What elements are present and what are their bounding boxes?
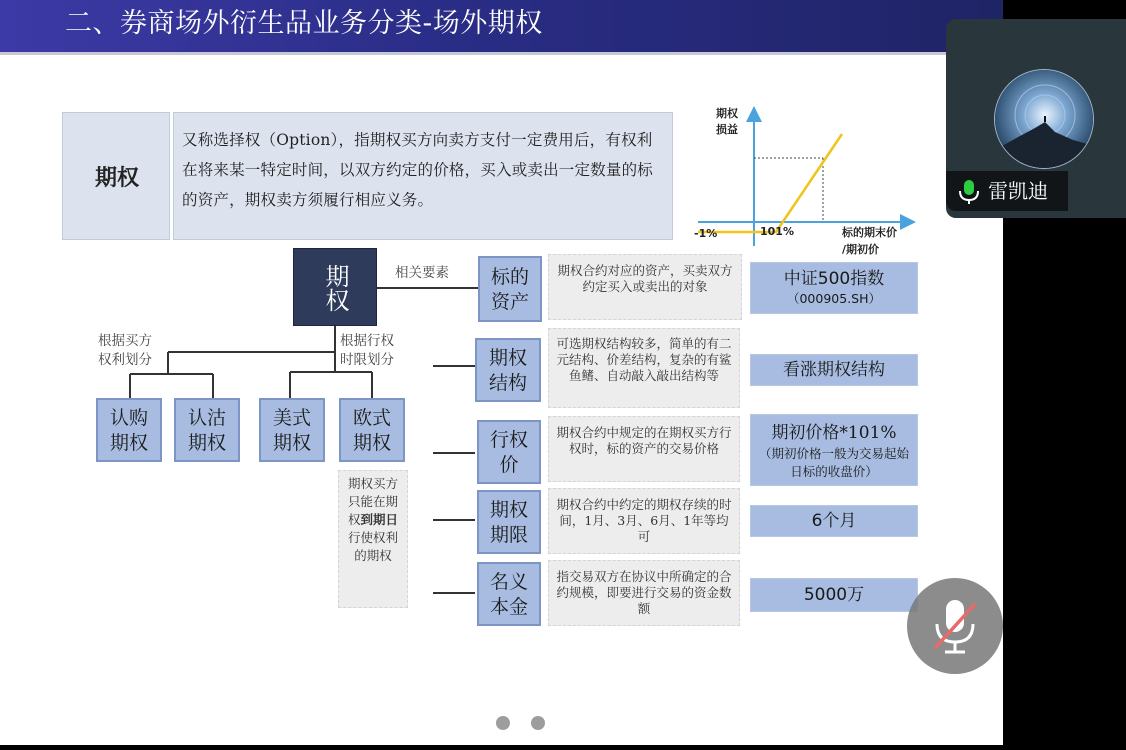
type-call-option-label: 认购期权 [109, 407, 148, 454]
type-put-option-label: 认沽期权 [187, 407, 226, 454]
element-value: 6个月 [811, 511, 857, 531]
microphone-muted-icon [907, 578, 1003, 674]
element-name-box [477, 490, 541, 554]
element-value-box [750, 505, 918, 537]
mute-toggle-button[interactable] [907, 578, 1003, 674]
type-american-option [259, 398, 325, 462]
element-value-box [750, 578, 918, 612]
element-value-sub: （期初价格一般为交易起始日标的收盘价） [758, 446, 909, 479]
element-name-box [475, 338, 541, 402]
type-call-option [96, 398, 162, 462]
element-desc: 期权合约中约定的期权存续的时间，1月、3月、6月、1年等均可 [548, 488, 740, 554]
by-time-label-1: 根据行权 [340, 333, 394, 349]
element-desc: 期权合约中规定的在期权买方行权时，标的资产的交易价格 [548, 416, 740, 482]
payoff-y-label-1: 期权 [716, 107, 738, 120]
related-elements-label: 相关要素 [395, 265, 449, 281]
avatar [994, 69, 1094, 169]
element-name-box [477, 562, 541, 626]
element-name: 期权期限 [489, 499, 528, 546]
definition-label: 期权 [94, 165, 139, 191]
element-desc: 期权合约对应的资产，买卖双方约定买入或卖出的对象 [548, 254, 742, 320]
page-dot-1[interactable] [496, 716, 510, 730]
by-rights-label-2: 权利划分 [98, 352, 152, 368]
element-value-box [750, 414, 918, 486]
element-name: 行权价 [489, 429, 528, 476]
page-dot-2[interactable] [531, 716, 545, 730]
payoff-left-tick: -1% [694, 227, 718, 240]
element-value-box [750, 354, 918, 386]
by-rights-label-1: 根据买方 [98, 333, 152, 349]
payoff-x-label-1: 标的期末价 [842, 226, 897, 239]
type-put-option [174, 398, 240, 462]
participant-name: 雷凯迪 [988, 179, 1048, 203]
tree-root-label: 期权 [321, 264, 349, 312]
element-value-box [750, 262, 918, 314]
type-european-option-label: 欧式期权 [352, 407, 391, 454]
participant-name-bar [946, 171, 1068, 211]
tree-root [293, 248, 377, 326]
type-american-option-label: 美式期权 [272, 407, 311, 454]
microphone-icon [957, 179, 981, 205]
element-desc: 可选期权结构较多，简单的有二元结构、价差结构，复杂的有鲨鱼鳍、自动敲入敲出结构等 [548, 328, 740, 408]
participant-video-tile[interactable] [946, 19, 1126, 218]
european-note-text-2: 行使权利的期权 [347, 530, 398, 563]
slide-title: 二、券商场外衍生品业务分类-场外期权 [65, 8, 543, 39]
by-time-label-2: 时限划分 [340, 352, 394, 368]
element-value: 中证500指数 [783, 269, 885, 289]
element-name: 标的资产 [490, 266, 529, 313]
payoff-strike-tick: 101% [760, 225, 794, 238]
payoff-y-label-2: 损益 [716, 123, 738, 136]
european-note-bold: 到期日 [360, 512, 399, 527]
type-european-option [339, 398, 405, 462]
element-value-sub: （000905.SH） [786, 291, 882, 306]
european-option-note [338, 470, 408, 608]
screen-bottom-edge [0, 745, 1126, 750]
element-value: 5000万 [803, 585, 865, 605]
element-value: 期初价格*101% [771, 423, 897, 443]
element-desc: 指交易双方在协议中所确定的合约规模，即要进行交易的资金数额 [548, 560, 740, 626]
element-name: 期权结构 [488, 347, 527, 394]
european-note-text-1: 期权买方只能在期权 [347, 476, 398, 527]
element-name-box [478, 256, 542, 322]
element-name-box [477, 420, 541, 484]
definition-text: 又称选择权（Option），指期权买方向卖方支付一定费用后，有权利在将来某一特定时间，以双方约定的价格，买入或卖出一定数量的标的资产，期权卖方须履行相应义务。 [173, 112, 673, 240]
payoff-x-label-2: /期初价 [842, 243, 880, 256]
element-name: 名义本金 [489, 571, 528, 618]
element-value: 看涨期权结构 [783, 360, 885, 380]
